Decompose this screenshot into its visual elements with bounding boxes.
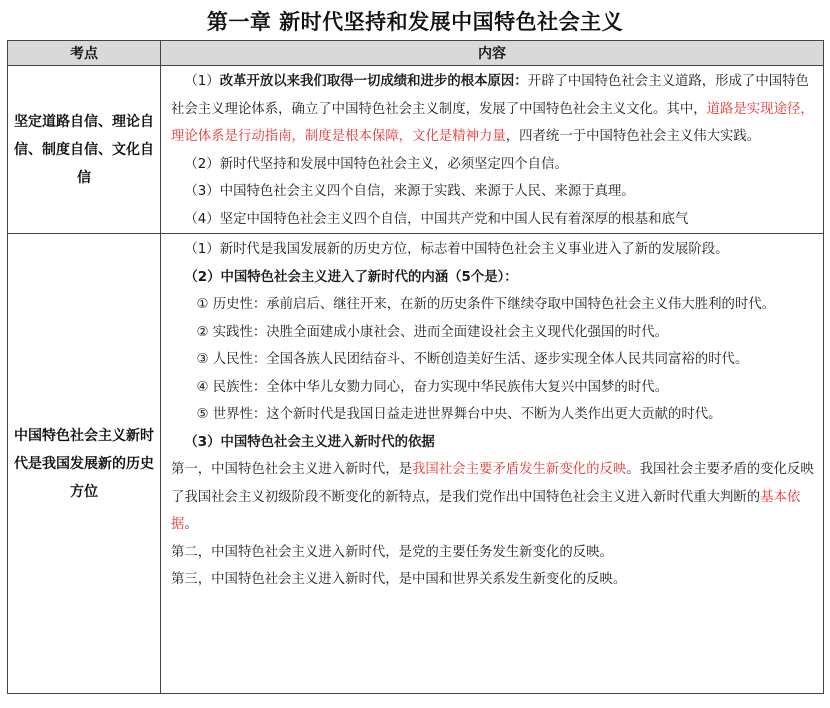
body-text: ，四者统一于中国特色社会主义伟大实践。 [505,129,761,144]
list-item: ② 实践性：决胜全面建成小康社会、进而全面建设社会主义现代化强国的时代。 [196,324,668,340]
topic-cell: 中国特色社会主义新时代是我国发展新的历史方位 [8,234,161,694]
paragraph-basis-1 [171,456,816,539]
table-row [8,66,824,234]
highlight-text: 道路是实现途径，理论体系是行动指南，制度是根本保障，文化是精神力量 [171,101,814,144]
header-content: 内容 [161,41,824,66]
paragraph-basis-2: 第二，中国特色社会主义进入新时代，是党的主要任务发生新变化的反映。 [171,544,613,560]
paragraph-basis-heading: （3）中国特色社会主义进入新时代的依据 [184,434,435,450]
header-topic: 考点 [8,41,161,66]
paragraph-basis-3: 第三，中国特色社会主义进入新时代，是中国和世界关系发生新变化的反映。 [171,572,627,587]
paragraph-source: （3）中国特色社会主义四个自信，来源于实践、来源于人民、来源于真理。 [184,184,635,199]
paragraph-connotation-heading: （2）中国特色社会主义进入了新时代的内涵（5个是）： [184,269,518,285]
body-text: 。 [184,517,198,532]
body-text: 第一，中国特色社会主义进入新时代，是 [171,462,413,477]
list-item: ① 历史性：承前启后、继往开来，在新的历史条件下继续夺取中国特色社会主义伟大胜利的时代。 [196,297,776,312]
highlight-text: 基本依据 [171,489,801,532]
body-text: 开辟了中国特色社会主义道路，形成了中国特色社会主义理论体系，确立了中国特色社会主义制度，发展了中国特色社会主义文化。其中， [171,74,809,117]
body-text: 。我国社会主要矛盾的变化反映了我国社会主义初级阶段不断变化的新特点，是我们党作出中国特色社会主义进入新时代重大判断的 [171,462,814,505]
content-cell [161,234,824,694]
list-item: ⑤ 世界性：这个新时代是我国日益走进世界舞台中央、不断为人类作出更大贡献的时代。 [196,407,722,422]
table-row [8,234,824,694]
lead: （1） [184,74,220,89]
paragraph-historic-position: （1）新时代是我国发展新的历史方位，标志着中国特色社会主义事业进入了新的发展阶段。 [184,242,729,257]
highlight-text: 我国社会主要矛盾发生新变化的反映 [412,462,627,477]
list-item: ③ 人民性：全国各族人民团结奋斗、不断创造美好生活、逐步实现全体人民共同富裕的时代。 [196,352,749,367]
topic-cell: 坚定道路自信、理论自信、制度自信、文化自信 [8,66,161,234]
content-cell [161,66,824,234]
knowledge-table [7,40,824,694]
chapter-title: 第一章 新时代坚持和发展中国特色社会主义 [206,10,624,34]
paragraph-root-cause [171,68,816,151]
list-item: ④ 民族性：全体中华儿女勠力同心，奋力实现中华民族伟大复兴中国梦的时代。 [196,379,668,395]
paragraph-four-confidences: （2）新时代坚持和发展中国特色社会主义，必须坚定四个自信。 [184,156,568,172]
table-header-row [8,41,824,66]
bold-heading: 改革开放以来我们取得一切成绩和进步的根本原因： [219,74,528,89]
paragraph-foundation: （4）坚定中国特色社会主义四个自信，中国共产党和中国人民有着深厚的根基和底气 [184,211,689,227]
